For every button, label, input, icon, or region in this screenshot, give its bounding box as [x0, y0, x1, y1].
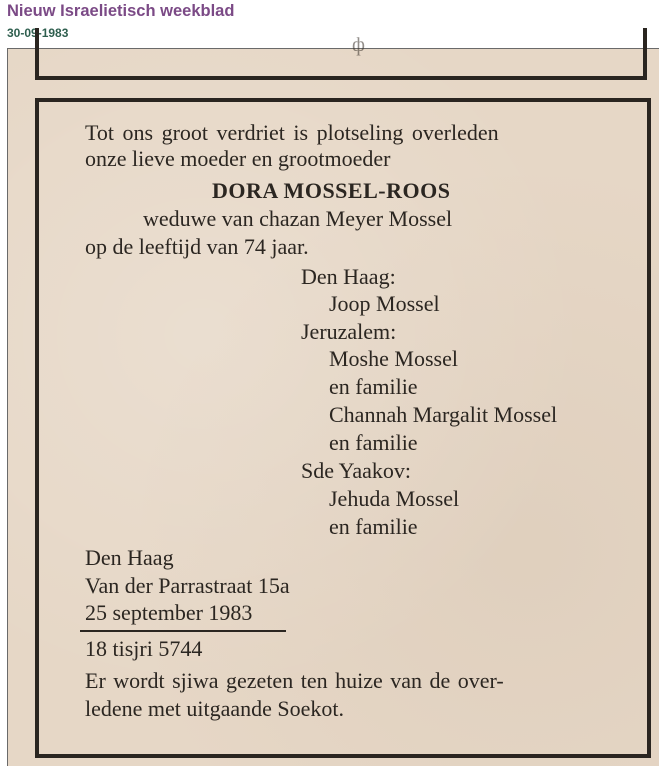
address-city: Den Haag: [85, 545, 174, 570]
age-line: op de leeftijd van 74 jaar.: [85, 234, 309, 259]
address-street: Van der Parrastraat 15a: [85, 573, 290, 598]
mourner-name: Joop Mossel: [329, 291, 440, 316]
obituary-notice-box: [35, 98, 651, 758]
mourner-place-3: Sde Yaakov:: [301, 458, 412, 483]
mourner-place-1: Den Haag:: [301, 264, 396, 289]
mourner-name: Moshe Mossel: [329, 346, 458, 371]
date-underline: [80, 630, 286, 632]
newspaper-clipping: [7, 34, 659, 766]
mourner-name: en familie: [329, 430, 418, 455]
previous-notice-fragment: ф: [352, 34, 365, 56]
publication-title[interactable]: Nieuw Israelietisch weekblad: [7, 2, 235, 20]
notice-line-1: Tot ons groot verdriet is plotseling overleden: [85, 120, 499, 145]
civil-date: 25 september 1983: [85, 600, 253, 625]
publication-date: 30-09-1983: [7, 26, 69, 40]
mourner-name: en familie: [329, 374, 418, 399]
notice-line-2: onze lieve moeder en grootmoeder: [85, 146, 391, 171]
shiva-line-2: ledene met uitgaande Soekot.: [85, 696, 345, 721]
widow-of-line: weduwe van chazan Meyer Mossel: [143, 206, 453, 231]
hebrew-date: 18 tisjri 5744: [85, 636, 203, 661]
mourner-name: Jehuda Mossel: [329, 486, 460, 511]
clipping-left-border: [7, 48, 8, 766]
deceased-name: DORA MOSSEL-ROOS: [212, 178, 451, 203]
mourner-name: Channah Margalit Mossel: [329, 402, 558, 427]
shiva-line-1: Er wordt sjiwa gezeten ten huize van de over-: [85, 668, 504, 693]
mourner-place-2: Jeruzalem:: [301, 319, 397, 344]
mourner-name: en familie: [329, 514, 418, 539]
previous-notice-box: [35, 28, 647, 80]
